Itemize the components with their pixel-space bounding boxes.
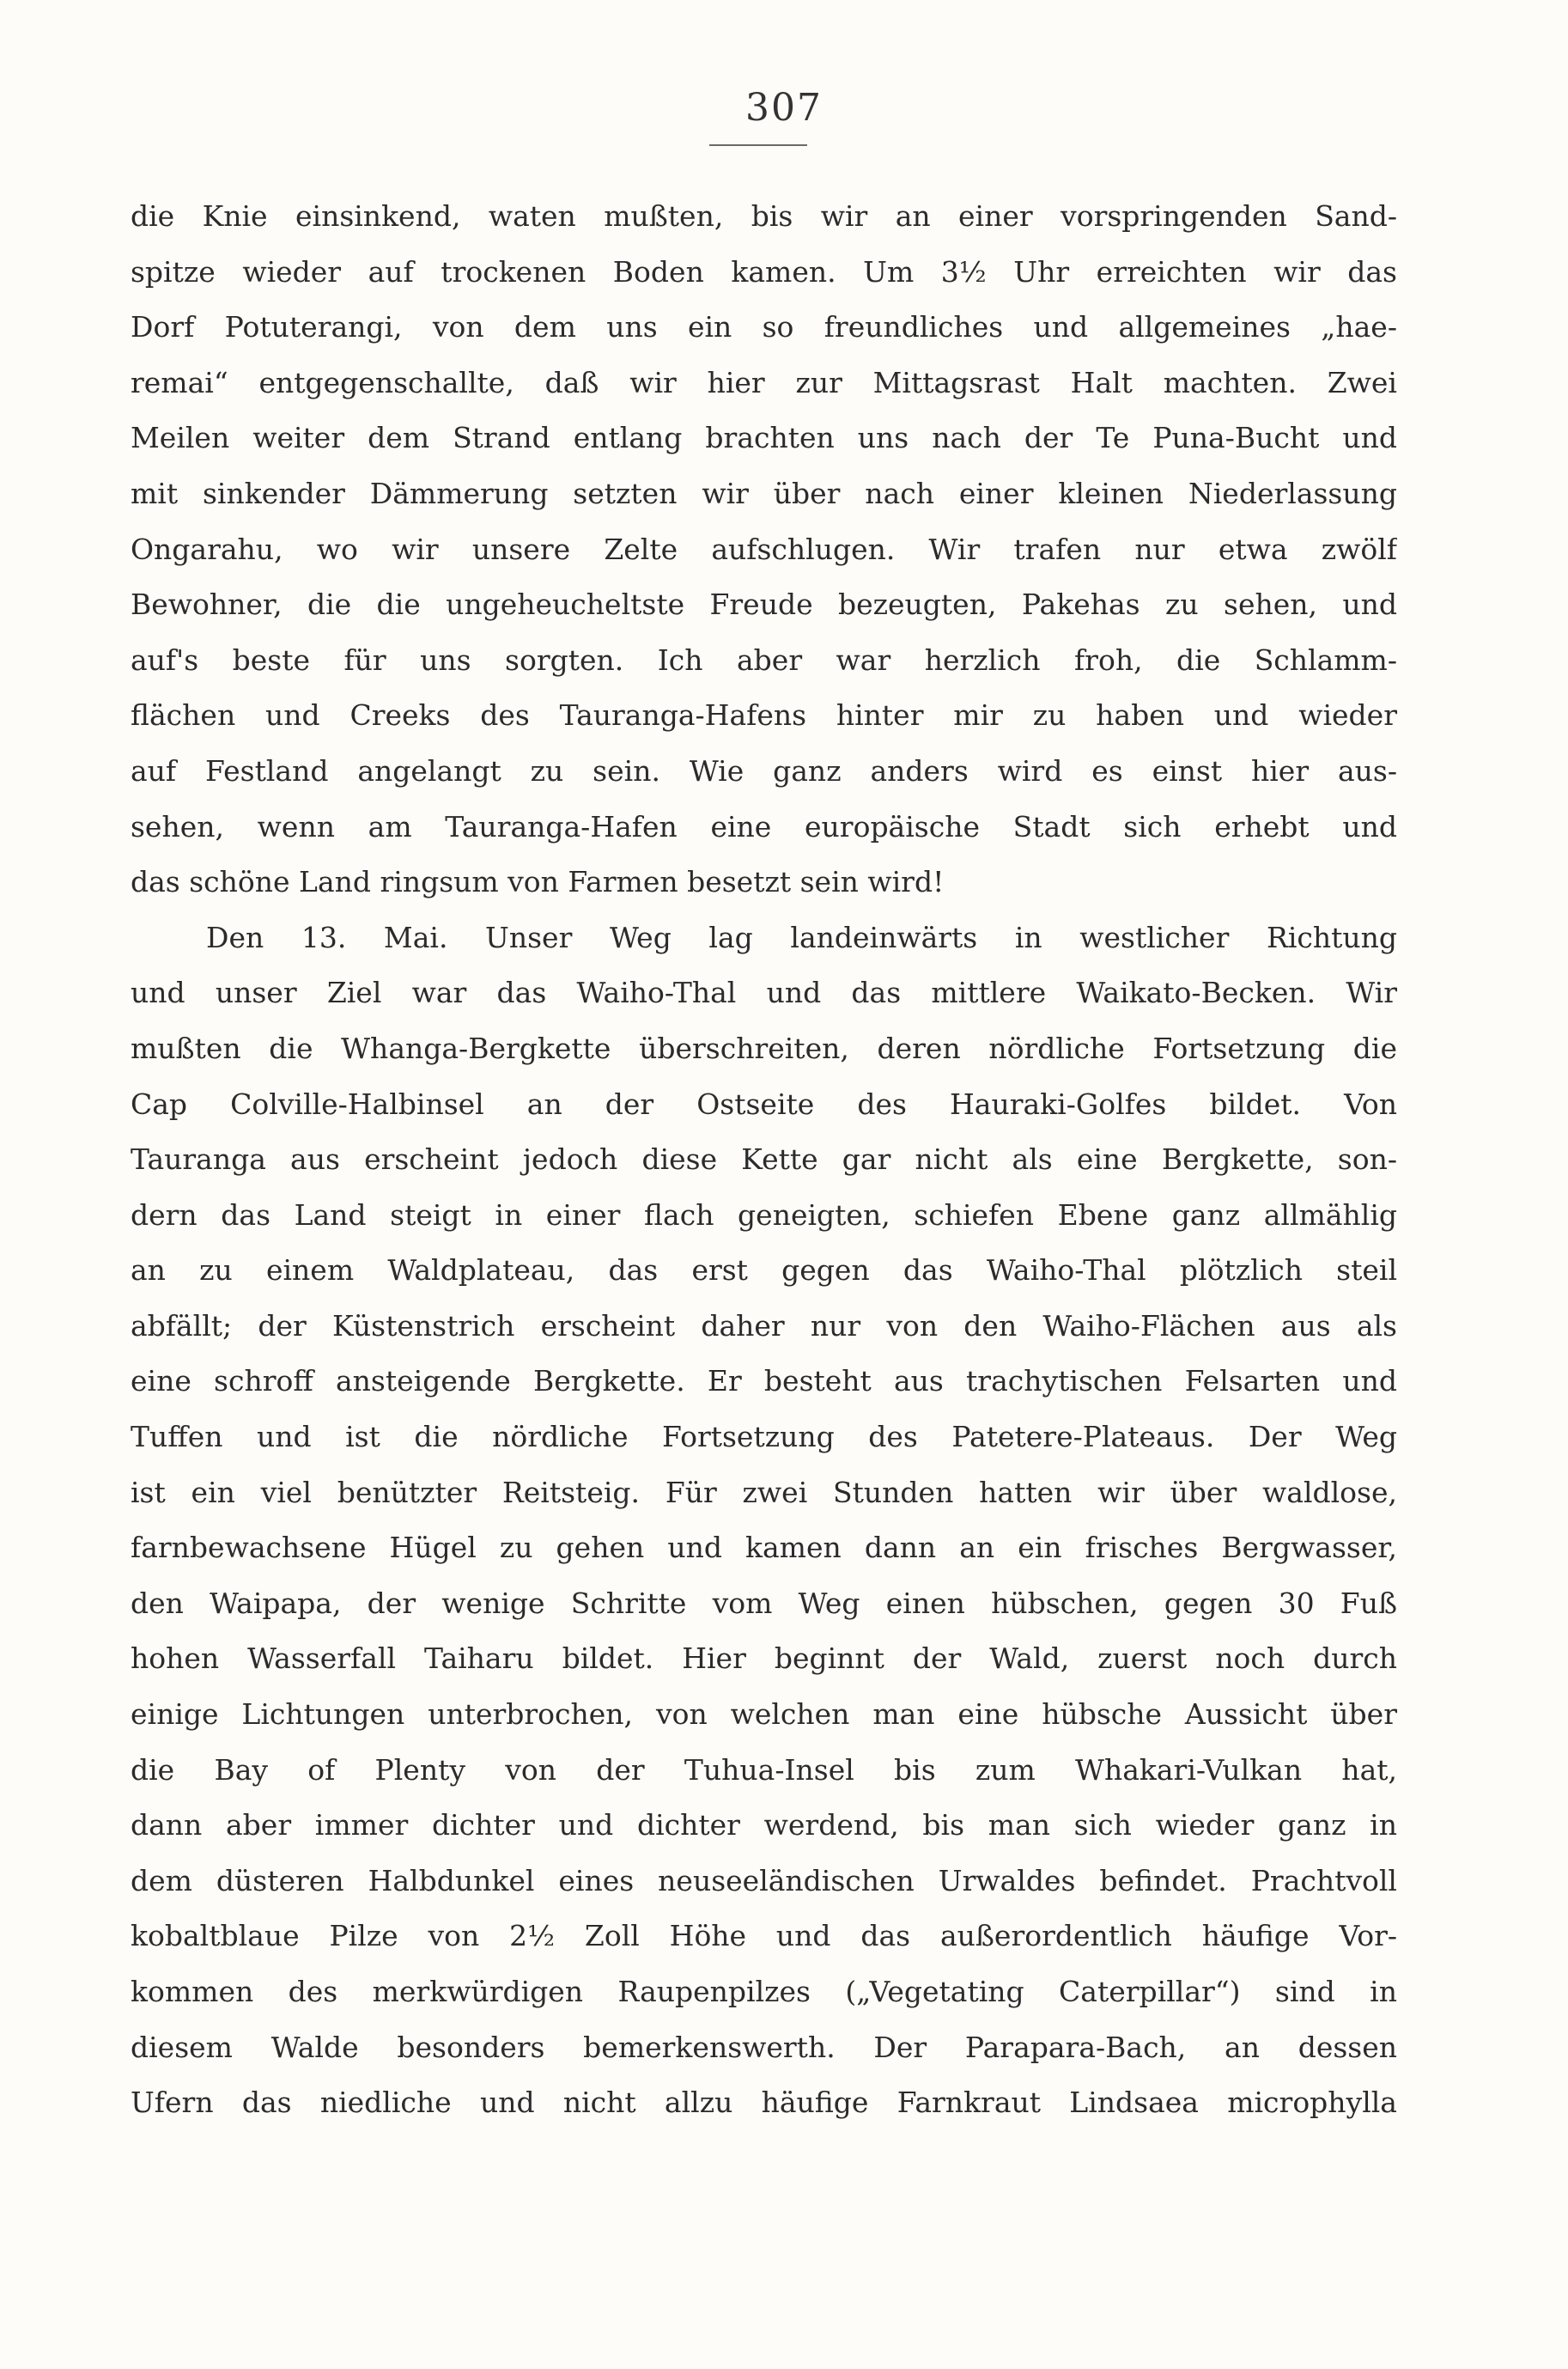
text-line: spitze wieder auf trockenen Boden kamen. Um 3½ Uhr erreichten wir das xyxy=(131,254,1397,289)
text-line: Ongarahu, wo wir unsere Zelte aufschlugen. Wir trafen nur etwa zwölf xyxy=(131,532,1397,566)
text-line: dann aber immer dichter und dichter werdend, bis man sich wieder ganz in xyxy=(131,1808,1397,1842)
text-line: Tauranga aus erscheint jedoch diese Kette gar nicht als eine Bergkette, son- xyxy=(131,1142,1397,1177)
header-rule xyxy=(709,144,807,146)
text-line: einige Lichtungen unterbrochen, von welchen man eine hübsche Aussicht über xyxy=(131,1697,1397,1732)
text-line: remai“ entgegenschallte, daß wir hier zur Mittagsrast Halt machten. Zwei xyxy=(131,365,1397,399)
text-line: diesem Walde besonders bemerkenswerth. Der Parapara-Bach, an dessen xyxy=(131,2030,1397,2064)
text-line: Dorf Potuterangi, von dem uns ein so freundliches und allgemeines „hae- xyxy=(131,310,1397,344)
text-line: eine schroff ansteigende Bergkette. Er besteht aus trachytischen Felsarten und xyxy=(131,1364,1397,1398)
text-line: den Waipapa, der wenige Schritte vom Weg einen hübschen, gegen 30 Fuß xyxy=(131,1586,1397,1620)
text-line: dem düsteren Halbdunkel eines neuseeländischen Urwaldes befindet. Prachtvoll xyxy=(131,1863,1397,1897)
text-line: Tuffen und ist die nördliche Fortsetzung des Patetere-Plateaus. Der Weg xyxy=(131,1420,1397,1454)
text-line: die Knie einsinkend, waten mußten, bis wir an einer vorspringenden Sand- xyxy=(131,199,1397,233)
text-line: die Bay of Plenty von der Tuhua-Insel bis zum Whakari-Vulkan hat, xyxy=(131,1752,1397,1787)
text-line: und unser Ziel war das Waiho-Thal und das mittlere Waikato-Becken. Wir xyxy=(131,976,1397,1010)
text-line: das schöne Land ringsum von Farmen besetzt sein wird! xyxy=(131,865,945,899)
text-line: hohen Wasserfall Taiharu bildet. Hier beginnt der Wald, zuerst noch durch xyxy=(131,1641,1397,1676)
text-line: Ufern das niedliche und nicht allzu häufige Farnkraut Lindsaea microphylla xyxy=(131,2086,1397,2120)
text-line: mußten die Whanga-Bergkette überschreiten, deren nördliche Fortsetzung die xyxy=(131,1031,1397,1065)
text-line: Den 13. Mai. Unser Weg lag landeinwärts in westlicher Richtung xyxy=(206,920,1397,954)
text-line: sehen, wenn am Tauranga-Hafen eine europäische Stadt sich erhebt und xyxy=(131,809,1397,843)
text-line: abfällt; der Küstenstrich erscheint daher nur von den Waiho-Flächen aus als xyxy=(131,1308,1397,1343)
text-line: Cap Colville-Halbinsel an der Ostseite des Hauraki-Golfes bildet. Von xyxy=(131,1087,1397,1121)
text-line: farnbewachsene Hügel zu gehen und kamen dann an ein frisches Bergwasser, xyxy=(131,1531,1397,1565)
text-line: ist ein viel benützter Reitsteig. Für zwei Stunden hatten wir über waldlose, xyxy=(131,1475,1397,1509)
body-text xyxy=(131,189,1397,2131)
text-line: kommen des merkwürdigen Raupenpilzes („Vegetating Caterpillar“) sind in xyxy=(131,1975,1397,2008)
text-line: dern das Land steigt in einer flach geneigten, schiefen Ebene ganz allmählig xyxy=(131,1197,1397,1232)
text-line: Bewohner, die die ungeheucheltste Freude bezeugten, Pakehas zu sehen, und xyxy=(131,588,1397,622)
page-number: 307 xyxy=(745,86,823,130)
text-line: flächen und Creeks des Tauranga-Hafens hinter mir zu haben und wieder xyxy=(131,698,1397,733)
text-line: an zu einem Waldplateau, das erst gegen das Waiho-Thal plötzlich steil xyxy=(131,1253,1397,1288)
text-line: auf's beste für uns sorgten. Ich aber war herzlich froh, die Schlamm- xyxy=(131,642,1397,677)
text-line: auf Festland angelangt zu sein. Wie ganz anders wird es einst hier aus- xyxy=(131,753,1397,788)
text-line: Meilen weiter dem Strand entlang brachten uns nach der Te Puna-Bucht und xyxy=(131,421,1397,455)
text-line: mit sinkender Dämmerung setzten wir über nach einer kleinen Niederlassung xyxy=(131,476,1397,510)
text-line: kobaltblaue Pilze von 2½ Zoll Höhe und das außerordentlich häufige Vor- xyxy=(131,1919,1397,1953)
